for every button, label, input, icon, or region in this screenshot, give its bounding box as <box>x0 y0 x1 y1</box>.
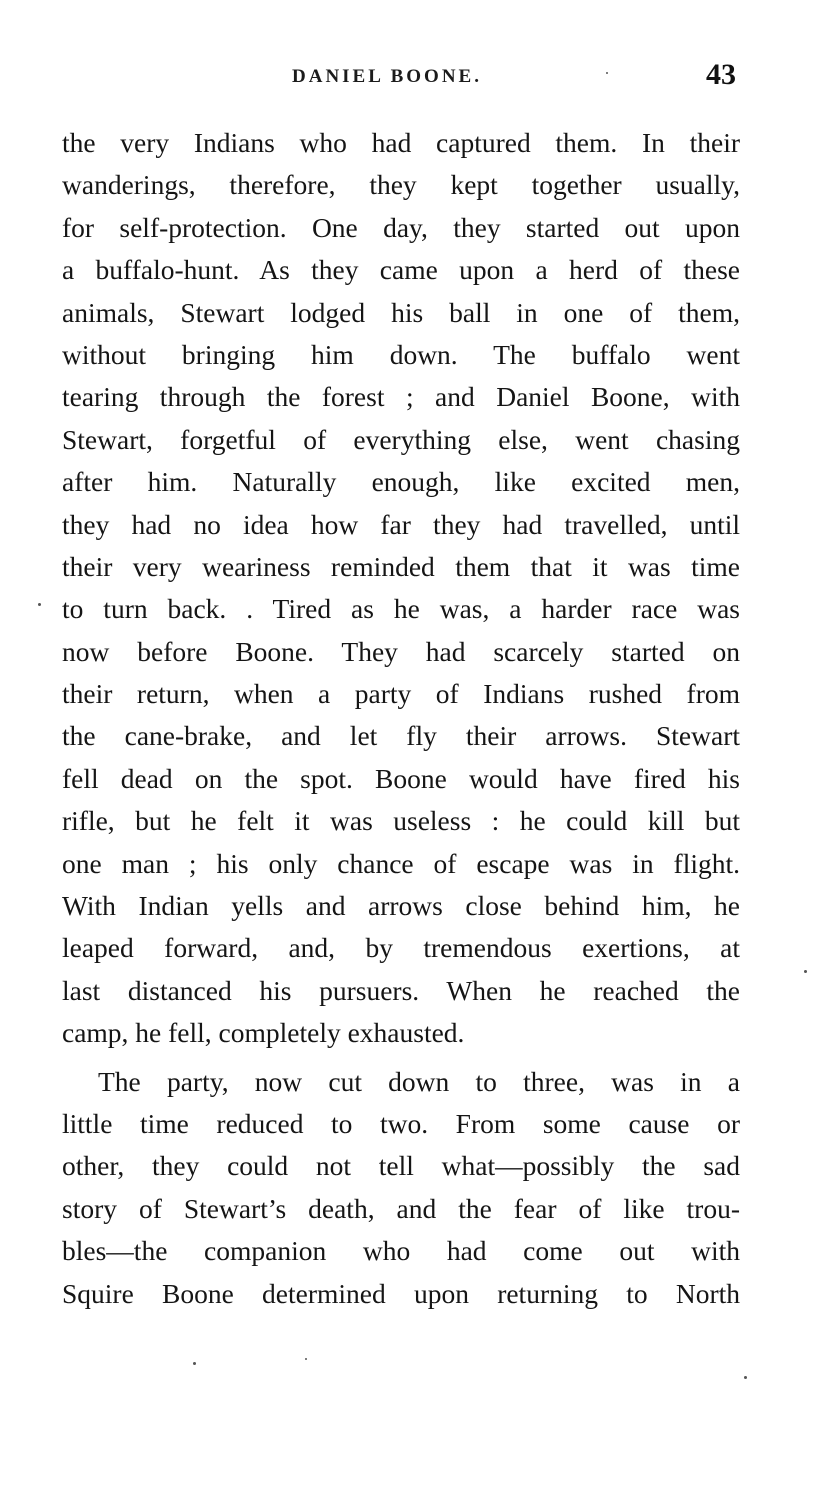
page-number: 43 <box>706 58 736 91</box>
text-line: the very Indians who had captured them. In their <box>62 127 740 158</box>
text-line: Stewart, forgetful of everything else, went chasing <box>62 423 740 455</box>
text-line: bles—the companion who had come out with <box>62 1235 740 1267</box>
scan-speck <box>606 72 608 74</box>
text-line: they had no idea how far they had travelled, until <box>62 508 740 540</box>
text-line: Squire Boone determined upon returning to North <box>62 1277 740 1309</box>
text-line: rifle, but he felt it was useless : he could kill but <box>62 805 740 837</box>
text-line: last distanced his pursuers. When he reached the <box>62 974 740 1006</box>
text-line: other, they could not tell what—possibly the sad <box>62 1150 740 1182</box>
text-line: little time reduced to two. From some cause or <box>62 1107 740 1139</box>
text-line: fell dead on the spot. Boone would have fired his <box>62 762 740 794</box>
text-line: for self-protection. One day, they started out upon <box>62 211 740 243</box>
scan-speck <box>804 970 807 973</box>
text-line: their very weariness reminded them that it was time <box>62 550 740 582</box>
running-head <box>62 58 740 98</box>
text-line: With Indian yells and arrows close behind him, he <box>62 890 740 922</box>
text-line: wanderings, therefore, they kept together usually, <box>62 169 740 201</box>
running-head-title: DANIEL BOONE. <box>292 66 482 87</box>
text-line: without bringing him down. The buffalo went <box>62 338 740 370</box>
text-line: camp, he fell, completely exhausted. <box>62 1017 465 1049</box>
text-line: after him. Naturally enough, like excited men, <box>62 466 740 498</box>
body-text <box>62 122 740 1315</box>
text-line: animals, Stewart lodged his ball in one of them, <box>62 296 740 328</box>
scan-speck <box>193 1362 196 1365</box>
scan-speck <box>744 1376 747 1379</box>
text-line: one man ; his only chance of escape was in flight. <box>62 847 740 879</box>
scan-speck <box>305 1358 307 1360</box>
text-line: leaped forward, and, by tremendous exertions, at <box>62 932 740 964</box>
paragraph <box>62 122 740 1055</box>
scan-speck <box>38 603 41 606</box>
text-line: The party, now cut down to three, was in a <box>98 1065 740 1097</box>
text-line: story of Stewart’s death, and the fear of like trou- <box>62 1192 740 1224</box>
text-line: a buffalo-hunt. As they came upon a herd of these <box>62 254 740 286</box>
text-line: to turn back. . Tired as he was, a harder race was <box>62 593 740 625</box>
text-line: now before Boone. They had scarcely started on <box>62 635 740 667</box>
paragraph <box>62 1061 740 1315</box>
text-line: their return, when a party of Indians rushed from <box>62 678 740 710</box>
text-line: tearing through the forest ; and Daniel Boone, with <box>62 381 740 413</box>
text-line: the cane-brake, and let fly their arrows. Stewart <box>62 720 740 752</box>
